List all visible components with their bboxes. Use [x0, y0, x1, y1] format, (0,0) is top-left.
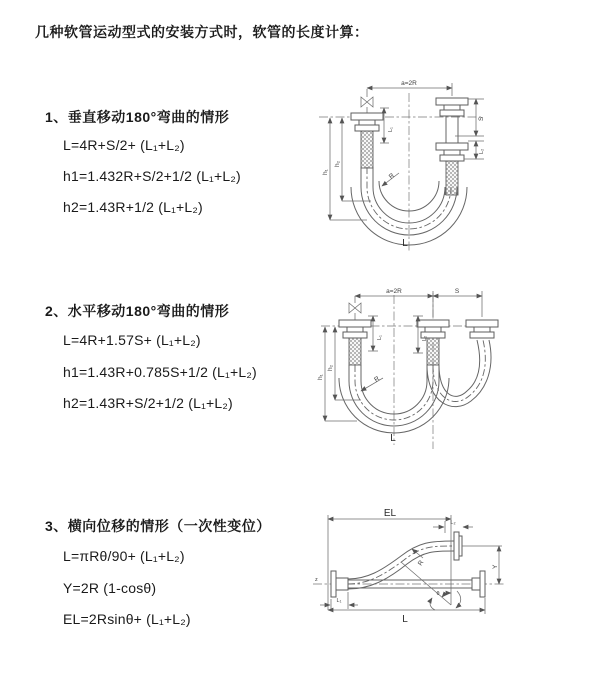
svg-text:Y: Y — [492, 564, 499, 569]
dimension-s — [433, 288, 482, 296]
section-1-heading: 1、垂直移动180°弯曲的情形 — [45, 109, 230, 125]
svg-text:S: S — [454, 288, 460, 295]
section-2-formula-L: L=4R+1.57S+ (L₁+L₂) — [63, 332, 201, 348]
dimension-l1 — [320, 592, 358, 609]
middle-pipe-fitting — [417, 320, 449, 365]
radius-callout — [382, 172, 399, 186]
svg-text:h₂: h₂ — [327, 364, 334, 371]
length-label-L: L — [402, 238, 408, 249]
dimension-a2r — [355, 288, 482, 317]
section-3-formula-Y: Y=2R (1-cosθ) — [63, 580, 157, 596]
section-1-formula-h2: h2=1.43R+1/2 (L₁+L₂) — [63, 199, 203, 215]
left-pipe-fitting — [351, 113, 383, 168]
svg-text:θ: θ — [436, 591, 440, 597]
section-2-formula-h2: h2=1.43R+S/2+1/2 (L₁+L₂) — [63, 395, 233, 411]
svg-text:L₂: L₂ — [479, 148, 485, 154]
right-pipe-fitting — [436, 98, 468, 195]
svg-text:R: R — [387, 172, 396, 181]
radius-callout — [412, 549, 426, 567]
diagram-vertical-180-bend — [305, 75, 590, 255]
svg-text:a=2R: a=2R — [386, 288, 402, 295]
section-1-formula-h1: h1=1.432R+S/2+1/2 (L₁+L₂) — [63, 168, 241, 184]
svg-text:R: R — [416, 559, 426, 568]
right-pipe-fitting — [466, 320, 498, 338]
valve-icon — [361, 89, 373, 113]
svg-text:L₁: L₁ — [377, 335, 383, 340]
dimension-l2 — [433, 520, 473, 533]
dimension-el — [328, 508, 451, 610]
section-1-formula-L: L=4R+S/2+ (L₁+L₂) — [63, 137, 185, 153]
svg-text:h₁: h₁ — [322, 169, 329, 175]
svg-text:L₁: L₁ — [388, 127, 394, 132]
dimension-h1 — [322, 118, 367, 220]
left-pipe-fitting — [339, 320, 371, 365]
svg-text:L: L — [402, 614, 408, 625]
section-2-formula-h1: h1=1.43R+0.785S+1/2 (L₁+L₂) — [63, 364, 257, 380]
section-3-formula-EL: EL=2Rsinθ+ (L₁+L₂) — [63, 611, 191, 627]
section-3-heading: 3、横向位移的情形（一次性变位） — [45, 518, 271, 534]
section-3-formula-L: L=πRθ/90+ (L₁+L₂) — [63, 548, 185, 564]
angle-theta-construction — [401, 562, 461, 610]
svg-text:EL: EL — [383, 508, 397, 519]
dimension-l — [328, 598, 485, 625]
centerlines — [321, 293, 495, 449]
page-title: 几种软管运动型式的安装方式时，软管的长度计算： — [35, 24, 369, 40]
section-2-heading: 2、水平移动180°弯曲的情形 — [45, 303, 230, 319]
hose-s-curve — [348, 541, 454, 589]
svg-text:a=2R: a=2R — [401, 80, 417, 87]
radius-callout — [361, 375, 383, 391]
svg-text:S: S — [478, 116, 485, 121]
svg-text:R: R — [373, 375, 381, 384]
valve-icon — [349, 296, 361, 320]
svg-text:L₂: L₂ — [450, 520, 456, 526]
upper-flange-fitting — [454, 532, 462, 560]
svg-text:h₂: h₂ — [334, 160, 341, 167]
svg-text:L₁: L₁ — [336, 598, 342, 604]
diagram-horizontal-180-bend — [313, 283, 600, 453]
diagram-lateral-displacement — [305, 500, 600, 650]
left-flange-fitting — [331, 571, 348, 597]
axis-mark: z — [315, 577, 318, 583]
dimension-a2r — [367, 80, 452, 96]
length-label-L: L — [390, 433, 396, 444]
svg-text:L₂: L₂ — [422, 335, 428, 341]
svg-text:h₁: h₁ — [317, 374, 324, 380]
